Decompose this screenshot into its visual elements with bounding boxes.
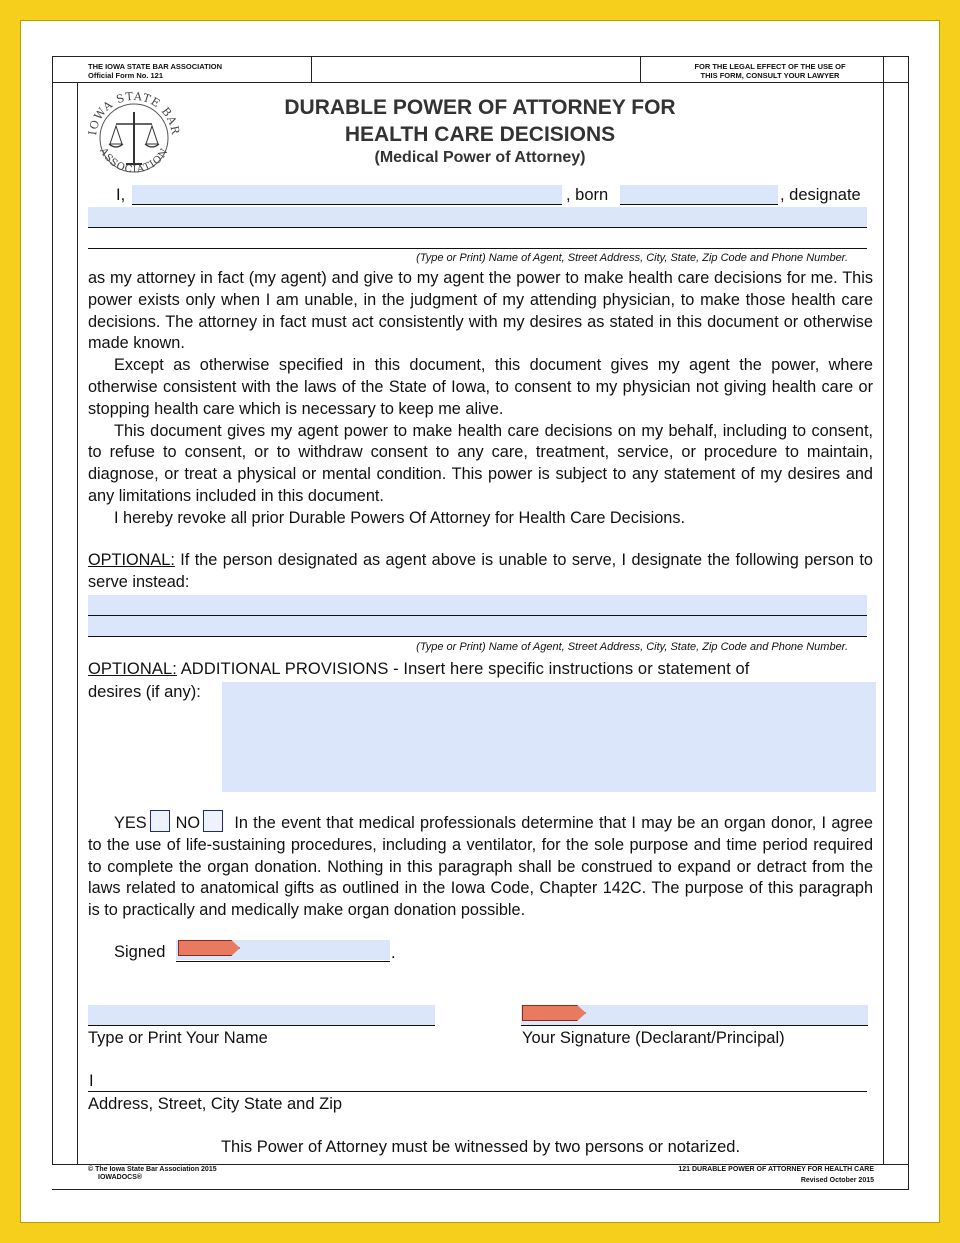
body-paragraph-1: as my attorney in fact (my agent) and give to my agent the power to make health care decisions for me. This power exists only when I am unable, in the judgment of my attending physician, to make those health care decisions. The attorney in fact must act consistently with my desires as stated in this document or otherwise made known.	[88, 269, 873, 353]
alternate-agent-line2-field[interactable]	[88, 616, 867, 636]
frame-bottom-line	[52, 1189, 909, 1190]
body-text	[88, 268, 873, 530]
declarant-name-underline	[132, 204, 562, 205]
agent-line2-field[interactable]	[88, 228, 867, 248]
no-label: NO	[175, 814, 201, 832]
printed-name-underline	[88, 1025, 435, 1026]
header-org-line2: Official Form No. 121	[88, 71, 164, 80]
designate-label: , designate	[780, 186, 861, 204]
frame-right-inner	[883, 82, 884, 1165]
printed-name-field[interactable]	[88, 1005, 435, 1025]
organ-donation-text	[88, 810, 873, 922]
address-label: Address, Street, City State and Zip	[88, 1095, 343, 1113]
seal-bottom-text: ASSOCIATION	[97, 146, 171, 176]
agent-caption: (Type or Print) Name of Agent, Street Address, City, State, Zip Code and Phone Number.	[416, 252, 848, 264]
additional-provisions-field[interactable]	[222, 682, 876, 792]
principal-sign-here-flag-icon	[522, 1005, 586, 1021]
bar-association-seal-icon	[82, 86, 186, 186]
header-org-line1: THE IOWA STATE BAR ASSOCIATION	[88, 62, 223, 71]
printed-name-label: Type or Print Your Name	[88, 1029, 268, 1047]
agent-line1-field[interactable]	[88, 207, 867, 227]
address-underline	[88, 1091, 867, 1092]
declarant-name-field[interactable]	[132, 185, 562, 204]
optional-alternate-agent-text	[88, 550, 873, 594]
i-label: I,	[116, 186, 126, 204]
header-middle-cell	[311, 56, 641, 83]
yes-label: YES	[114, 814, 147, 832]
frame-footer-line	[52, 1164, 909, 1165]
optional1-label: OPTIONAL:	[88, 551, 175, 569]
seal-top-text: IOWA STATE BAR	[86, 89, 183, 137]
optional2-label: OPTIONAL:	[88, 660, 177, 678]
signed-end: .	[391, 944, 396, 962]
signed-label: Signed	[114, 943, 166, 961]
organ-donation-paragraph: In the event that medical professionals determine that I may be an organ donor, I agree to the use of life-sustaining procedures, including a ventilator, for the sole purpose and time period required to complete the organ donation. Nothing in this paragraph shall be construed to expand or detract from the laws related to anatomical gifts as outlined in the Iowa Code, Chapter 142C. The purpose of this paragraph is to practically and medically make organ donation possible.	[88, 814, 873, 920]
witness-note: This Power of Attorney must be witnessed by two persons or notarized.	[220, 1138, 741, 1156]
agent-line2-underline	[88, 248, 867, 249]
body-paragraph-2: Except as otherwise specified in this document, this document gives my agent the power, where otherwise consistent with the laws of the State of Iowa, to consent to my physician not giving health care or stopping health care which is necessary to keep me alive.	[88, 356, 873, 418]
frame-left-inner	[77, 82, 78, 1165]
body-paragraph-3: This document gives my agent power to make health care decisions on my behalf, including to consent, to refuse to consent, or to withdraw consent to any care, treatment, service, or procedure to maintain, diagnose, or treat a physical or mental condition. This power is subject to any statement of my desires and any limitations included in this document.	[88, 421, 873, 505]
header-right-line1: FOR THE LEGAL EFFECT OF THE USE OF	[694, 62, 846, 71]
organ-signature-underline	[176, 961, 390, 962]
footer-left-line2: IOWADOCS®	[98, 1174, 143, 1181]
footer-right-line1: 121 DURABLE POWER OF ATTORNEY FOR HEALTH CARE	[678, 1166, 874, 1173]
body-paragraph-4: I hereby revoke all prior Durable Powers Of Attorney for Health Care Decisions.	[114, 508, 685, 527]
address-field[interactable]	[96, 1071, 867, 1091]
frame-right-outer	[908, 82, 909, 1190]
footer-right-line2: Revised October 2015	[800, 1177, 874, 1184]
optional2-line1	[88, 658, 873, 680]
header-far-right-cell	[883, 56, 909, 83]
header-right-line2: THIS FORM, CONSULT YOUR LAWYER	[700, 71, 840, 80]
optional2-text-line1: ADDITIONAL PROVISIONS - Insert here specific instructions or statement of	[176, 660, 750, 678]
birth-date-field[interactable]	[620, 185, 778, 204]
birth-date-underline	[620, 204, 778, 205]
title-line1: DURABLE POWER OF ATTORNEY FOR	[284, 96, 676, 119]
alternate-agent-line2-underline	[88, 636, 867, 637]
alternate-agent-line1-field[interactable]	[88, 595, 867, 615]
footer-left-line1: © The Iowa State Bar Association 2015	[88, 1166, 217, 1173]
frame-left-outer	[52, 82, 53, 1165]
principal-signature-underline	[521, 1025, 868, 1026]
alternate-agent-caption: (Type or Print) Name of Agent, Street Address, City, State, Zip Code and Phone Number.	[416, 641, 848, 653]
principal-signature-label: Your Signature (Declarant/Principal)	[522, 1029, 785, 1047]
born-label: , born	[566, 186, 609, 204]
address-prefix: I	[89, 1072, 94, 1090]
no-checkbox[interactable]	[203, 810, 223, 832]
sign-here-flag-icon	[178, 940, 240, 956]
title-line3: (Medical Power of Attorney)	[374, 149, 586, 166]
optional2-line2: desires (if any):	[88, 683, 201, 701]
yes-checkbox[interactable]	[150, 810, 170, 832]
optional1-text: If the person designated as agent above is unable to serve, I designate the following person to serve instead:	[88, 551, 873, 591]
title-line2: HEALTH CARE DECISIONS	[344, 123, 616, 146]
